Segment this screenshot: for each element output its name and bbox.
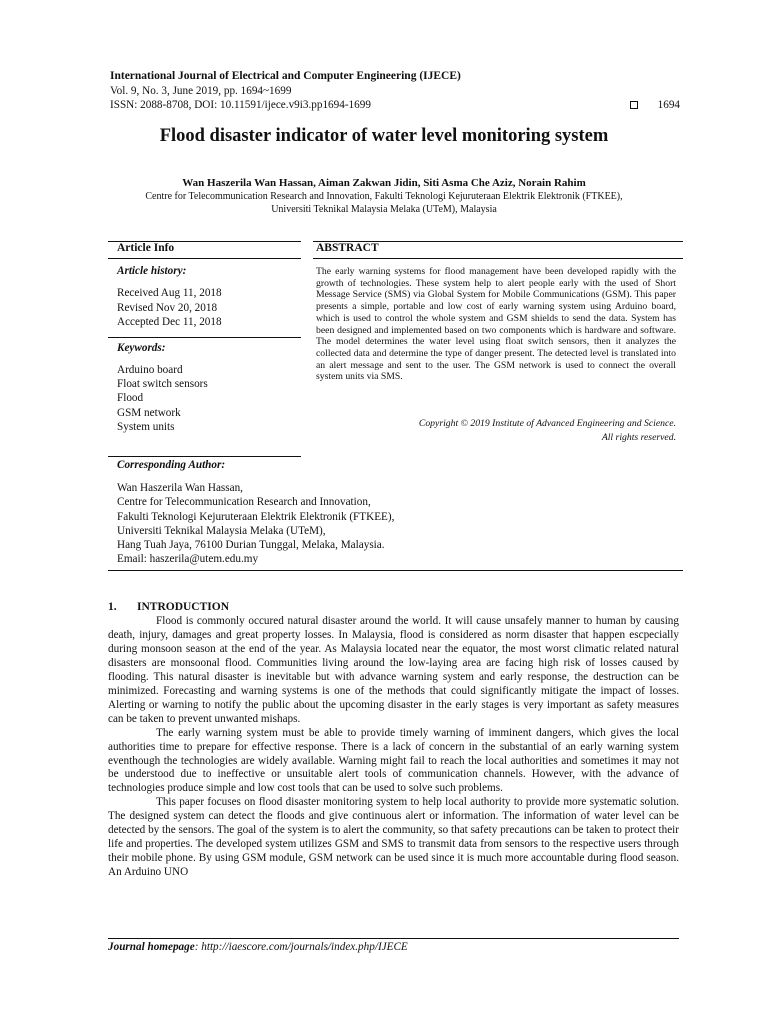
section-body [108,615,679,880]
revised-date: Revised Nov 20, 2018 [117,301,218,314]
accepted-date: Accepted Dec 11, 2018 [117,316,222,329]
page-number-group [630,98,680,113]
square-bullet-icon [630,101,638,109]
affiliation-line: Centre for Telecommunication Research and Innovation, Fakulti Teknologi Kejuruteraan Elektrik Elektronik (FTKEE), [145,191,623,202]
abstract-heading: ABSTRACT [316,242,379,254]
corresponding-university: Universiti Teknikal Malaysia Melaka (UTeM), [117,524,326,537]
keywords-divider [108,456,301,457]
footer-rule [108,938,679,939]
article-info-heading: Article Info [117,242,175,254]
copyright-notice [316,417,676,444]
abstract-heading-rule [313,258,683,259]
journal-name: International Journal of Electrical and Computer Engineering (IJECE) [110,70,461,82]
affiliation [80,191,688,216]
keywords-label: Keywords: [117,342,166,354]
article-info-heading-rule [108,258,301,259]
corresponding-faculty: Fakulti Teknologi Kejuruteraan Elektrik Elektronik (FTKEE), [117,510,395,523]
keyword: GSM network [117,406,181,419]
author-list: Wan Haszerila Wan Hassan, Aiman Zakwan Jidin, Siti Asma Che Aziz, Norain Rahim [182,177,586,189]
body-paragraph: The early warning system must be able to provide timely warning of imminent dangers, which gives the local authorities time to prepare for effective response. There is a lack of concern in the substantial of an early warning system eventhough the technologies are widely available. Warning might fail to reach the local authorities and sometimes it may not be understood due to ineffective or unsuitable alert tools of communication channels. However, with the advance of technologies produce simple and low cost tools that can be used to solve such problems. [108,726,679,795]
homepage-label: Journal homepage [108,941,195,953]
paper-title: Flood disaster indicator of water level monitoring system [159,126,609,146]
corresponding-address: Hang Tuah Jaya, 76100 Durian Tunggal, Melaka, Malaysia. [117,539,385,552]
received-date: Received Aug 11, 2018 [117,287,222,299]
affiliation-line: Universiti Teknikal Malaysia Melaka (UTeM), Malaysia [271,203,497,215]
page-number: 1694 [657,99,680,111]
front-matter-bottom-rule [108,570,683,571]
abstract-text: The early warning systems for flood management have been developed rapidly with the growth of technologies. These system help to alert people early with the used of Short Message Service (SMS) via Global System for Mobile Communications (GSM). This paper presents a simple, portable and low cost of early warning system using Arduino board, which is used to control the whole system and GSM shields to send the data. System has been designed and implemented based on two components which is hardware and software. The model determines the water level using float switch sensors, then it analyzes the collected data and determine the type of danger present. The detected level is translated into an alert message and sent to the user. The GSM network is used to connect the overall system units via SMS. [316,266,676,383]
keyword: System units [117,420,175,433]
corresponding-email: Email: haszerila@utem.edu.my [117,553,259,566]
article-history [117,286,222,330]
corresponding-author-block [117,481,394,567]
keyword: Flood [117,392,144,405]
section-title: INTRODUCTION [137,601,230,613]
corresponding-name: Wan Haszerila Wan Hassan, [117,482,243,494]
corresponding-author-label: Corresponding Author: [117,459,226,471]
issn-doi: ISSN: 2088-8708, DOI: 10.11591/ijece.v9i3.pp1694-1699 [110,99,371,111]
corresponding-centre: Centre for Telecommunication Research and Innovation, [117,496,371,509]
issn-row [110,98,680,113]
body-paragraph: Flood is commonly occured natural disaster around the world. It will cause unsafely manner to human by causing death, injury, damages and great property losses. In Malaysia, flood is considered as norm disaster that happen escpecially during monsoon season at the end of the year. As Malaysia located near the equator, the most worst climatic related natural disasters are monsoonal flood. Communities living around the low-laying area are facing high risk of losses caused by flooding. This natural disaster is inevitable but with advance warning system and early response, the destruction can be minimized. Forecasting and warning systems is one of the methods that could significantly mitigate the impact of losses. Alerting or warning to notify the public about the upcoming disaster in the early stages is very important as safety measures can be taken to prevent unwanted mishaps. [108,615,679,725]
homepage-link[interactable]: http://iaescore.com/journals/index.php/IJECE [201,941,408,953]
keyword-list [117,363,208,434]
rights-line: All rights reserved. [601,431,676,443]
body-paragraph: This paper focuses on flood disaster monitoring system to help local authority to provide more systematic solution. The designed system can detect the floods and give continuous alert or information. The information of water level can be detected by the sensors. The goal of the system is to alert the community, so that safety precautions can be taken to protect their life and properties. The developed system utilizes GSM and SMS to transmit data from sensors to the respective users through their mobile phone. By using GSM module, GSM network can be used since it is much more accountable during flood season. An Arduino UNO [108,796,680,879]
volume-line: Vol. 9, No. 3, June 2019, pp. 1694~1699 [110,84,292,97]
section-number: 1. [108,601,117,613]
keyword: Arduino board [117,364,183,376]
copyright-line: Copyright © 2019 Institute of Advanced Engineering and Science. [418,418,676,429]
journal-header [110,69,680,113]
keyword: Float switch sensors [117,378,208,391]
history-divider [108,337,301,338]
journal-homepage: Journal homepage: http://iaescore.com/journals/index.php/IJECE [108,941,408,953]
article-history-label: Article history: [117,265,187,277]
section-heading [108,601,229,613]
